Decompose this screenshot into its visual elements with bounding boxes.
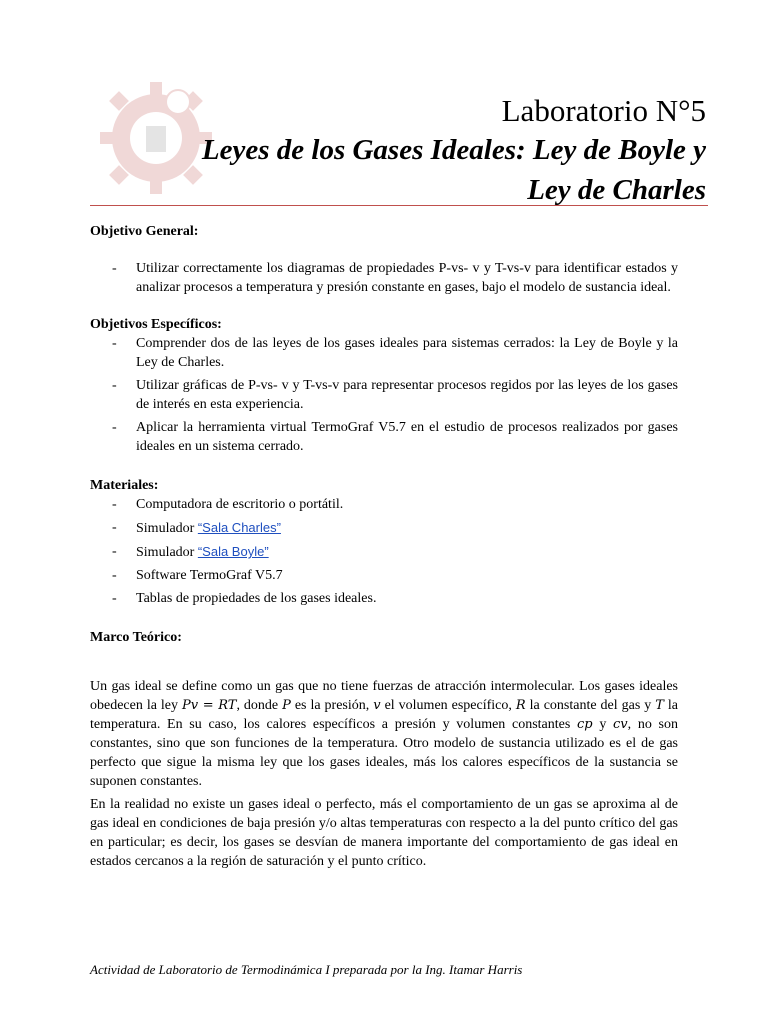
list-item: - Computadora de escritorio o portátil. — [90, 495, 678, 514]
list-item — [90, 518, 678, 538]
page-footer: Actividad de Laboratorio de Termodinámica I preparada por la Ing. Itamar Harris — [90, 962, 523, 977]
lab-subtitle-line2: Ley de Charles — [527, 174, 706, 206]
lab-title: Laboratorio N°5 — [501, 93, 706, 128]
document-header — [106, 92, 706, 210]
sala-charles-link[interactable]: “Sala Charles” — [197, 520, 281, 535]
cv-symbol: cv — [613, 717, 628, 732]
list-item: - Utilizar gráficas de P-vs- v y T-vs-v para representar procesos regidos por las leyes de los gases de interés en esta experiencia. — [90, 376, 678, 414]
list-item: - Comprender dos de las leyes de los gases ideales para sistemas cerrados: la Ley de Boyle y la Ley de Charles. — [90, 334, 678, 372]
marco-teorico-heading: Marco Teórico: — [90, 630, 182, 645]
header-divider — [90, 205, 708, 206]
lab-subtitle-line1: Leyes de los Gases Ideales: Ley de Boyle y — [201, 134, 706, 166]
marco-paragraph-2: En la realidad no existe un gases ideal o perfecto, más el comportamiento de un gas se aproxima al de gas ideal en condiciones de baja presión y/o altas temperaturas con respecto a la del punto crítico del gas en particular; es decir, los gases se desvían de manera importante del comportamiento de gas ideal en estados cercanos a la región de saturación y el punto crítico. — [90, 797, 678, 869]
ideal-gas-equation: Pv = RT — [182, 698, 237, 713]
list-item — [90, 542, 678, 562]
objetivo-general-heading: Objetivo General: — [90, 224, 199, 239]
list-item: - Utilizar correctamente los diagramas de propiedades P-vs- v y T-vs-v para identificar estados y analizar procesos a temperatura y presión constante en gases, bajo el modelo de sustancia ideal. — [90, 259, 678, 297]
simulator-label: Simulador — [136, 521, 198, 536]
list-item: - Tablas de propiedades de los gases ideales. — [90, 589, 678, 608]
objetivos-especificos-heading: Objetivos Específicos: — [90, 317, 222, 332]
objetivo-general-list — [90, 259, 678, 297]
document-body — [90, 222, 678, 871]
simulator-label: Simulador — [136, 545, 198, 560]
materiales-list — [90, 495, 678, 608]
sala-boyle-link[interactable]: “Sala Boyle” — [197, 544, 269, 559]
objetivos-especificos-list — [90, 334, 678, 456]
materiales-heading: Materiales: — [90, 478, 159, 493]
cp-symbol: cp — [577, 717, 593, 732]
list-item: - Software TermoGraf V5.7 — [90, 566, 678, 585]
marco-paragraph-1: Un gas ideal se define como un gas que no tiene fuerzas de atracción intermolecular. Los gases ideales obedecen la ley Pv = RT, donde P es la presión, v el volumen específico, R la constante del gas y T la temperatura. En su caso, los calores específicos a presión y volumen constantes cp y cv, no son constantes, sino que son funciones de la temperatura. Otro modelo de sustancia utilizado es el de gas perfecto que sigue la misma ley que los gases ideales, más los calores específicos de la sustancia se suponen constantes. — [90, 679, 679, 789]
list-item: - Aplicar la herramienta virtual TermoGraf V5.7 en el estudio de procesos realizados por gases ideales en un sistema cerrado. — [90, 418, 678, 456]
